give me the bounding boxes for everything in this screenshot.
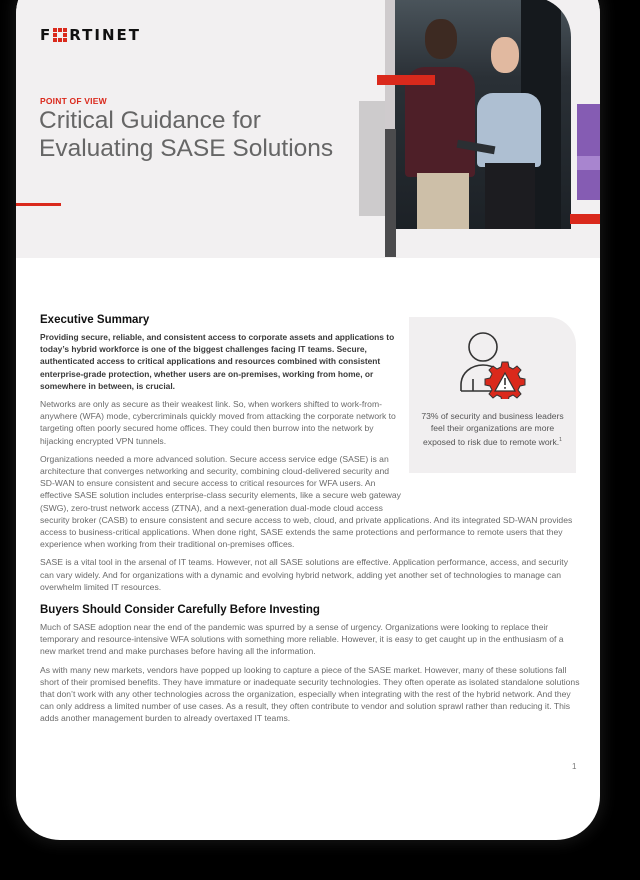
body-paragraph: Much of SASE adoption near the end of the pandemic was spurred by a sense of urgency. Organizations were looking to replace their temporary and resource-intensive WFA solutions with something more reliable. However, it is easy to get caught up in the enthusiasm of a new market trend and make purchases before having all the information.: [40, 622, 564, 657]
decorative-red-bar: [570, 214, 600, 224]
person-pants: [417, 173, 469, 229]
page-title: Critical Guidance for Evaluating SASE Solutions: [39, 107, 334, 162]
fortinet-logo: [40, 26, 141, 44]
footnote-marker: 1: [559, 437, 562, 444]
person-head: [425, 19, 457, 59]
body-content: [40, 314, 580, 731]
logo-letters-rest: RTINET: [69, 26, 141, 44]
body-paragraph: [40, 453, 580, 551]
decorative-dark-bar: [385, 129, 396, 257]
section-heading: Buyers Should Consider Carefully Before Investing: [40, 604, 320, 617]
body-paragraph: Networks are only as secure as their weakest link. So, when workers shifted to work-from-anywhere (WFA) mode, cybercriminals quickly moved from attacking the corporate network to targeting often poorly secured home offices. They could then burrow into the network by hijacking encrypted VPN tunnels.: [40, 399, 396, 446]
decorative-red-bar: [377, 75, 435, 85]
person-head: [491, 37, 519, 73]
body-paragraph: SASE is a vital tool in the arsenal of IT teams. However, not all SASE solutions are effective. Application performance, access, and security can vary widely. And for organizations with a dynamic and evolving hybrid network, adding yet another set of technologies to manage can overwhelm limited IT resources.: [40, 557, 568, 592]
title-accent-rule: [16, 203, 61, 206]
hero-photo: [385, 0, 571, 229]
decorative-grey-bar: [359, 101, 385, 216]
decorative-purple-band: [577, 156, 600, 170]
stat-sentence: 73% of security and business leaders feel their organizations are more exposed to risk due to remote work.: [421, 411, 564, 448]
lead-paragraph: Providing secure, reliable, and consistent access to corporate assets and applications to today’s hybrid workforce is one of the biggest challenges facing IT teams. Secure, authenticated access to critical applications and resources combined with consistent enterprise-grade protection, whether users are on-premises, working from home, or somewhere in between, is crucial.: [40, 332, 395, 391]
paragraph-text: Organizations needed a more advanced solution. Secure access service edge (SASE) is an architecture that converges networking and security, combining cloud-delivered security and SD-WAN to ensure consistent and secure access to critical resources for WFA users. An effective SASE solution includes enterprise-class security elements, like a secure web gateway (SWG), zero-trust network access (ZTNA), and a next-generation dual-mode cloud access security broker (CASB) to ensure consistent and secure access to web, cloud, and private applications. And its integrated SD-WAN provides access to business-critical applications. When done right, SASE extends the same protections and performance to remote users that they experience when working from their traditional on-premises offices.: [40, 453, 573, 550]
person-shirt: [477, 93, 541, 167]
document-page: [16, 0, 600, 840]
section-heading: Executive Summary: [40, 314, 150, 326]
person-pants: [485, 163, 535, 229]
body-paragraph: As with many new markets, vendors have popped up looking to capture a piece of the SASE market. However, many of these solutions fall short of their promised benefits. They have immature or inadequate security technologies. They often operate as isolated standalone solutions that don’t work with any other technologies across the organization, especially when integrating with the rest of the hybrid network. And they can only address a limited number of use cases. As a result, they often contribute to vendor and solution sprawl rather than reducing it. This adds another management burden to already overtaxed IT teams.: [40, 664, 580, 724]
logo-letter-f: F: [40, 26, 53, 44]
logo-grid-icon: [53, 28, 67, 42]
page-number: 1: [572, 762, 577, 771]
eyebrow-label: POINT OF VIEW: [40, 96, 107, 106]
decorative-purple-block: [577, 104, 600, 200]
